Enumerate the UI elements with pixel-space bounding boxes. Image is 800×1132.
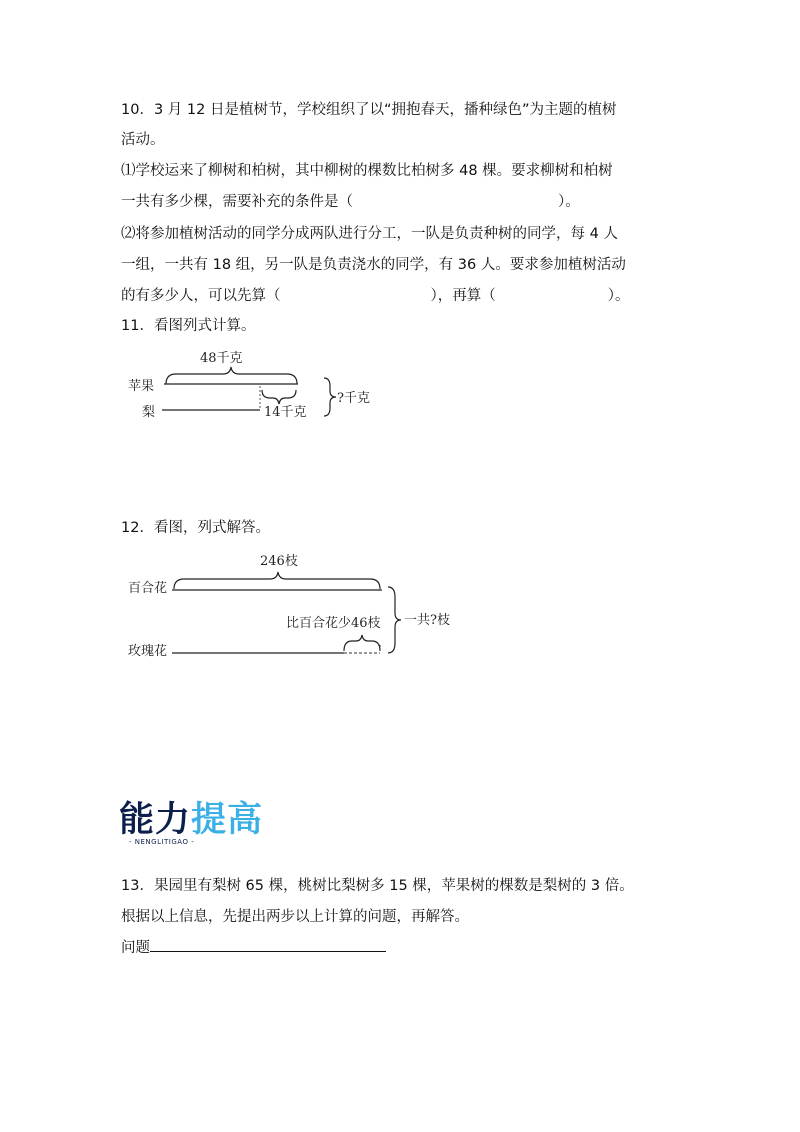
q10-line-7-text: 的有多少人，可以先算（	[121, 288, 281, 304]
q10-line-7-close: ）。	[607, 288, 630, 304]
q11-diff-brace	[262, 390, 296, 404]
q13-question-row	[121, 937, 386, 958]
q12-title: 12．看图，列式解答。	[121, 520, 270, 536]
q12-total-label: 一共?枝	[404, 613, 450, 628]
q11-diff-label: 14千克	[264, 405, 307, 420]
q10-line-6: 一组，一共有 18 组，另一队是负责浇水的同学，有 36 人。要求参加植树活动	[121, 257, 626, 273]
section-logo	[119, 800, 279, 846]
q10-line-3: ⑴学校运来了柳树和柏树，其中柳树的棵数比柏树多 48 棵。要求柳树和柏树	[121, 163, 613, 179]
q11-pear-label: 梨	[142, 405, 156, 420]
logo-part-1: 能力	[119, 800, 192, 840]
q13-question-answer-line[interactable]	[150, 937, 386, 952]
q11-total-brace	[324, 378, 336, 416]
q10-line-4-close: ）。	[558, 194, 580, 210]
logo-subtitle: - NENGLITIGAO -	[129, 838, 195, 846]
q12-rose-label: 玫瑰花	[128, 644, 168, 659]
q10-line-5: ⑵将参加植树活动的同学分成两队进行分工，一队是负责种树的同学，每 4 人	[121, 226, 618, 242]
q11-top-brace	[166, 367, 297, 384]
q13-line-2: 根据以上信息，先提出两步以上计算的问题，再解答。	[121, 909, 469, 925]
q12-diagram	[120, 545, 480, 665]
q11-apple-label: 苹果	[128, 379, 155, 394]
q11-total-label: ?千克	[337, 391, 370, 406]
q10-line-2: 活动。	[121, 132, 165, 148]
q11-top-label: 48千克	[200, 351, 243, 366]
logo-part-2: 提高	[191, 800, 264, 840]
q11-title: 11．看图列式计算。	[121, 318, 256, 334]
q12-diff-brace	[344, 635, 380, 651]
q13-question-label: 问题	[121, 940, 150, 956]
q13-line-1: 13．果园里有梨树 65 棵，桃树比梨树多 15 棵，苹果树的棵数是梨树的 3 倍。	[121, 878, 634, 894]
q11-diagram	[120, 340, 400, 430]
q10-line-1: 10．3 月 12 日是植树节，学校组织了以“拥抱春天，播种绿色”为主题的植树	[121, 102, 617, 118]
q10-line-4-text: 一共有多少棵，需要补充的条件是（	[121, 194, 353, 210]
logo-title	[119, 800, 279, 840]
q12-top-brace	[174, 572, 380, 589]
q12-total-brace	[388, 587, 401, 653]
q12-diff-label: 比百合花少46枝	[286, 616, 381, 631]
q10-line-7	[121, 286, 630, 306]
q12-top-label: 246枝	[260, 554, 298, 569]
q10-line-4	[121, 192, 580, 212]
q10-line-7-mid: ），再算（	[430, 288, 496, 304]
q12-lily-label: 百合花	[128, 581, 168, 596]
